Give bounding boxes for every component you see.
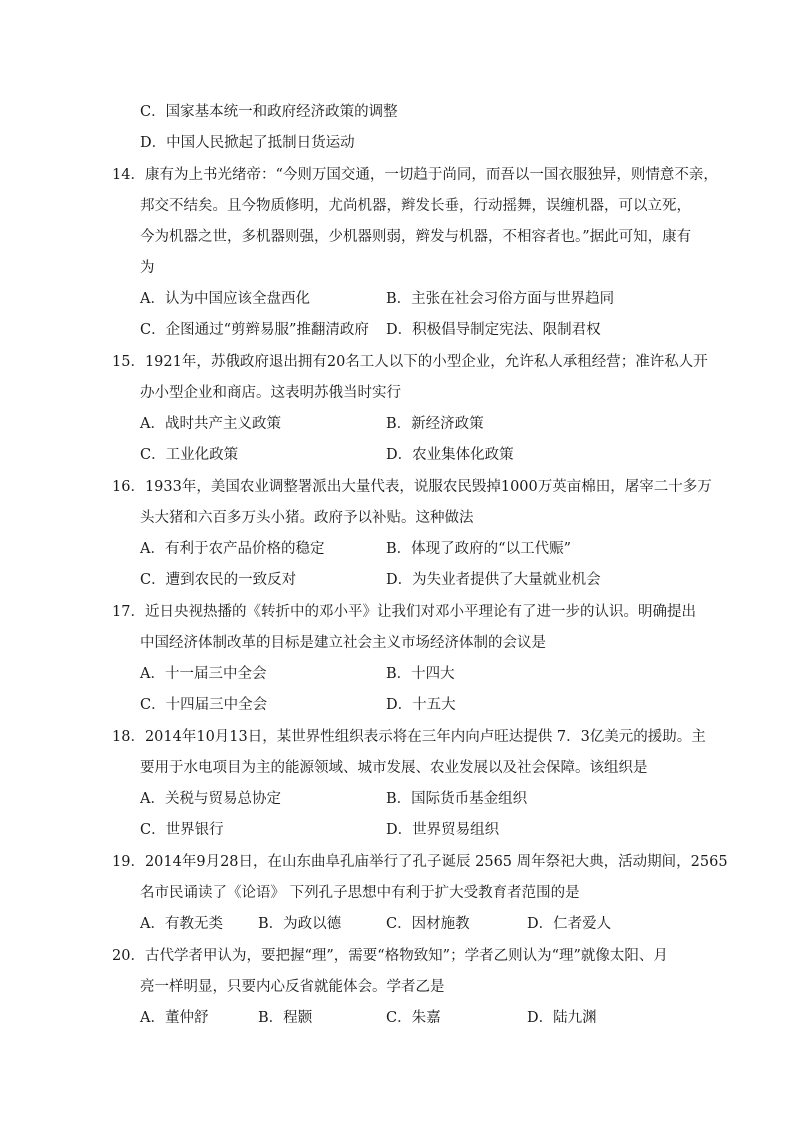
q15-stem-line-1: 15．1921年，苏俄政府退出拥有20名工人以下的小型企业，允许私人承租经营；准许私人开 (112, 354, 708, 370)
q16-option-c: C．遭到农民的一致反对 (140, 572, 297, 588)
q20-option-c: C．朱嘉 (386, 1010, 441, 1026)
q16-stem-line-1: 16．1933年，美国农业调整署派出大量代表，说服农民毁掉1000万英亩棉田，屠宰二十多万 (112, 479, 712, 495)
q19-option-d: D．仁者爱人 (527, 916, 612, 932)
q18-option-c: C．世界银行 (140, 822, 224, 838)
q17-stem-line-2: 中国经济体制改革的目标是建立社会主义市场经济体制的会议是 (140, 635, 546, 651)
q18-stem-line-2: 要用于水电项目为主的能源领域、城市发展、农业发展以及社会保障。该组织是 (140, 760, 648, 776)
q16-stem-line-2: 头大猪和六百多万头小猪。政府予以补贴。这种做法 (140, 510, 474, 526)
q14-option-a: A．认为中国应该全盘西化 (140, 291, 310, 307)
q19-option-b: B．为政以德 (258, 916, 342, 932)
q20-stem-line-2: 亮一样明显，只要内心反省就能体会。学者乙是 (140, 979, 445, 995)
q18-option-b: B．国际货币基金组织 (386, 791, 528, 807)
q15-stem-line-2: 办小型企业和商店。这表明苏俄当时实行 (140, 385, 401, 401)
q15-option-a: A．战时共产主义政策 (140, 416, 281, 432)
q20-option-b: B．程颢 (258, 1010, 313, 1026)
q16-option-d: D．为失业者提供了大量就业机会 (386, 572, 601, 588)
q17-option-c: C．十四届三中全会 (140, 697, 268, 713)
q18-option-a: A．关税与贸易总协定 (140, 791, 281, 807)
q18-stem-line-1: 18．2014年10月13日，某世界性组织表示将在三年内向卢旺达提供 7．3亿美元的援助。主 (112, 729, 706, 745)
q20-stem-line-1: 20．古代学者甲认为，要把握“理”，需要“格物致知”；学者乙则认为“理”就像太阳、月 (112, 948, 668, 964)
q14-option-b: B．主张在社会习俗方面与世界趋同 (386, 291, 615, 307)
q16-option-b: B．体现了政府的“以工代赈” (386, 541, 571, 557)
q15-option-b: B．新经济政策 (386, 416, 484, 432)
q14-stem-line-4: 为 (140, 260, 155, 276)
q13-option-c: C．国家基本统一和政府经济政策的调整 (140, 104, 398, 120)
q19-option-c: C．因材施教 (386, 916, 470, 932)
q14-stem-line-1: 14．康有为上书光绪帝：“今则万国交通，一切趋于尚同，而吾以一国衣服独异，则情意不亲， (112, 167, 718, 183)
q15-option-d: D．农业集体化政策 (386, 447, 514, 463)
q15-option-c: C．工业化政策 (140, 447, 239, 463)
q19-stem-line-1: 19．2014年9月28日，在山东曲阜孔庙举行了孔子诞辰 2565 周年祭祀大典，活动期间，2565 (112, 854, 728, 870)
q17-option-b: B．十四大 (386, 666, 455, 682)
q14-stem-line-3: 今为机器之世，多机器则强，少机器则弱，辫发与机器，不相容者也。”据此可知，康有 (140, 229, 692, 245)
q16-option-a: A．有利于农产品价格的稳定 (140, 541, 325, 557)
q20-option-a: A．董仲舒 (140, 1010, 209, 1026)
q14-stem-line-2: 邦交不结矣。且今物质修明，尤尚机器，辫发长垂，行动摇舞，误缠机器，可以立死， (140, 198, 691, 214)
q19-stem-line-2: 名市民诵读了《论语》 下列孔子思想中有利于扩大受教育者范围的是 (140, 885, 580, 901)
q19-option-a: A．有教无类 (140, 916, 223, 932)
q17-option-d: D．十五大 (386, 697, 456, 713)
q13-option-d: D．中国人民掀起了抵制日货运动 (140, 135, 355, 151)
q20-option-d: D．陆九渊 (527, 1010, 597, 1026)
q17-option-a: A．十一届三中全会 (140, 666, 267, 682)
q18-option-d: D．世界贸易组织 (386, 822, 500, 838)
q17-stem-line-1: 17．近日央视热播的《转折中的邓小平》让我们对邓小平理论有了进一步的认识。明确提出 (112, 604, 696, 620)
q14-option-d: D．积极倡导制定宪法、限制君权 (386, 322, 601, 338)
q14-option-c: C．企图通过“剪辫易服”推翻清政府 (140, 322, 369, 338)
